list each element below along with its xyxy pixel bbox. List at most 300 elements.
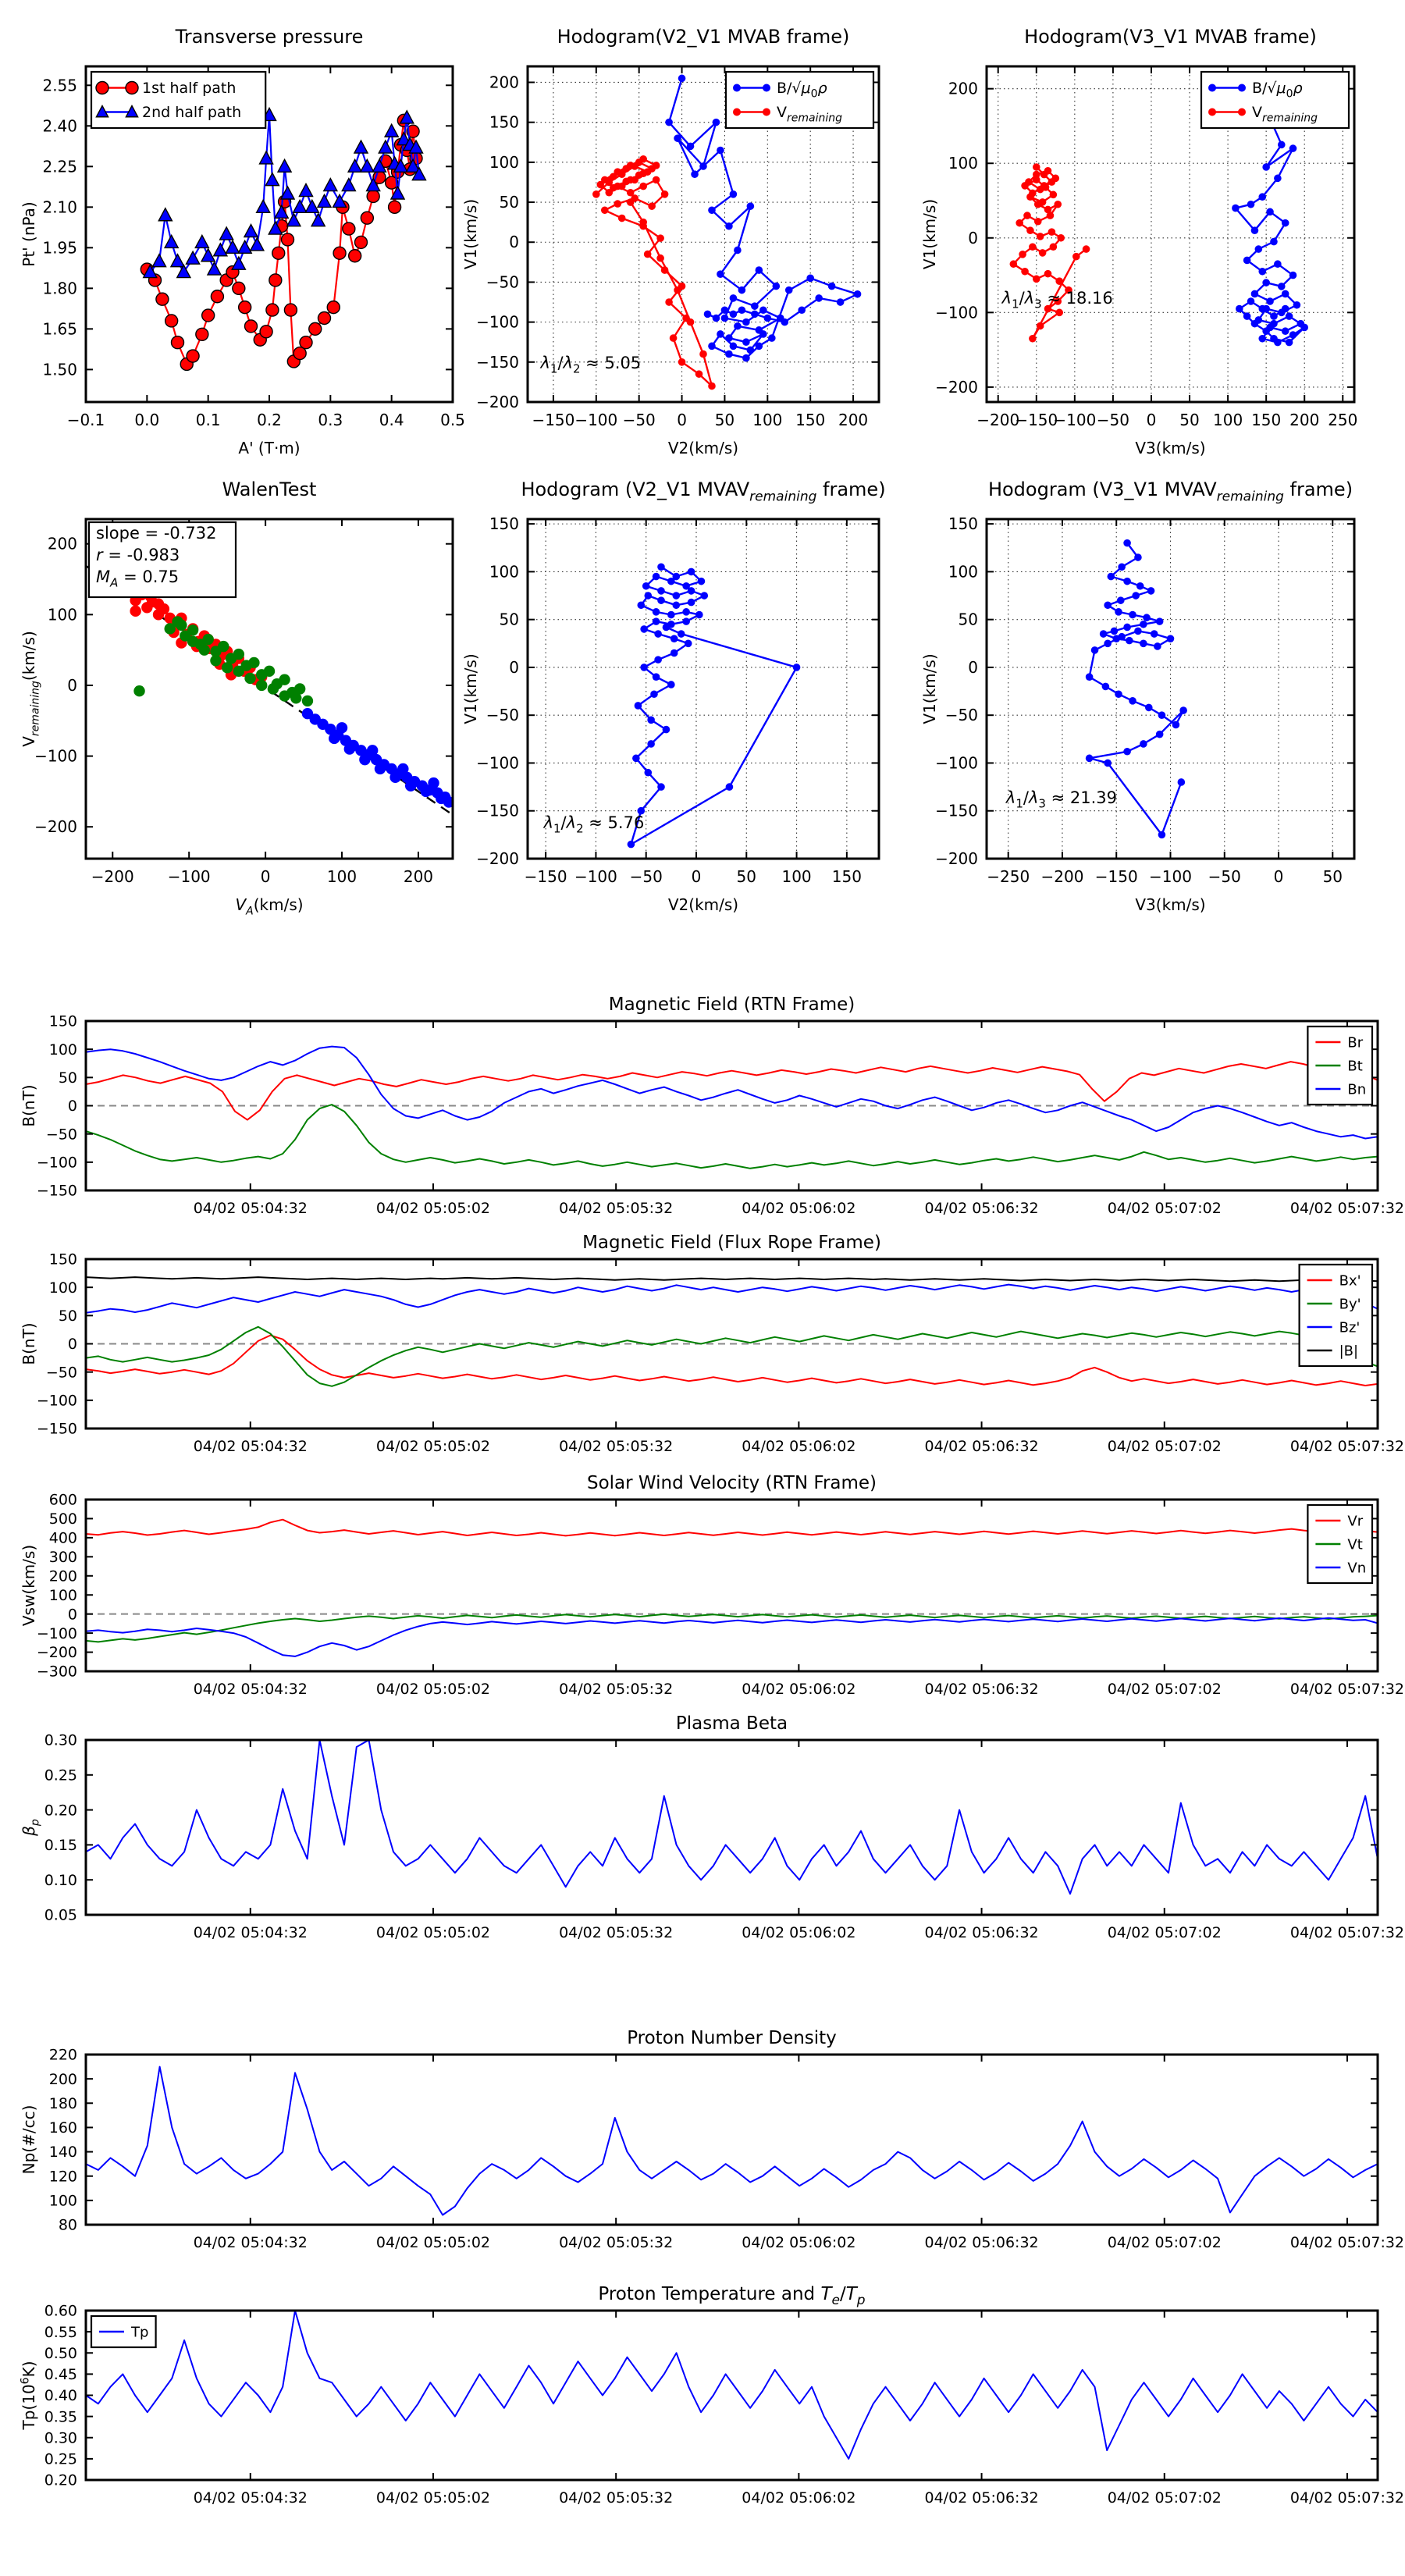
marker-triangle	[201, 249, 215, 262]
chart-p1	[16, 12, 468, 468]
x-axis-label: $V_A(km/s)$	[235, 895, 304, 918]
marker-dot	[1033, 176, 1040, 183]
marker-dot	[663, 726, 670, 734]
annotation: $\lambda_1/\lambda_2 \approx 5.76$	[543, 813, 645, 836]
series-Br	[86, 1061, 1378, 1120]
y-tick-label: 80	[58, 2216, 77, 2234]
y-tick-label: 600	[48, 1491, 77, 1509]
series-group	[86, 1740, 1378, 1894]
legend-item-label: Bx'	[1339, 1272, 1361, 1290]
marker-dot	[1010, 260, 1018, 268]
legend-item-label: |B|	[1339, 1343, 1359, 1360]
marker-dot	[1050, 191, 1058, 199]
marker-dot	[756, 266, 763, 274]
x-tick-label: −150	[532, 411, 575, 429]
marker-dot	[725, 222, 733, 230]
x-tick-label: 04/02 05:07:32	[1289, 2489, 1405, 2507]
marker-dot	[656, 234, 664, 242]
marker-dot	[657, 596, 665, 604]
legend-item-label: Bz'	[1339, 1319, 1361, 1336]
marker-dot	[601, 176, 609, 184]
marker-dot	[688, 568, 695, 576]
x-tick-label: 04/02 05:04:32	[193, 1200, 308, 1217]
marker-dot	[738, 306, 746, 314]
series-Np	[86, 2067, 1378, 2215]
marker-triangle	[226, 240, 239, 253]
marker-dot	[688, 587, 695, 595]
marker-dot	[627, 176, 635, 184]
chart-pa	[16, 985, 1405, 1223]
marker-dot	[650, 690, 658, 698]
marker-dot	[1251, 226, 1259, 234]
chart-title: Hodogram (V2_V1 $MVAV_{remaining}$ frame)	[521, 479, 886, 505]
legend-item-label: Br	[1347, 1034, 1364, 1051]
marker-dot	[1282, 219, 1289, 227]
marker-dot	[405, 780, 416, 791]
marker-dot	[1255, 245, 1263, 253]
marker-dot	[742, 318, 750, 326]
marker-circle	[333, 247, 346, 259]
marker-dot	[1054, 201, 1062, 208]
y-tick-label: −50	[45, 1364, 77, 1382]
marker-dot	[635, 702, 642, 710]
x-tick-label: −50	[622, 411, 656, 429]
marker-dot	[1118, 633, 1126, 641]
marker-dot	[1029, 243, 1037, 251]
y-tick-label: 0	[509, 233, 519, 252]
marker-triangle	[265, 173, 279, 186]
y-tick-label: 2.10	[42, 197, 77, 217]
y-tick-label: 200	[489, 73, 519, 92]
marker-dot	[1115, 608, 1122, 616]
marker-dot	[695, 611, 703, 619]
y-tick-label: 1.65	[42, 319, 77, 339]
x-tick-label: −50	[1208, 867, 1241, 886]
marker-dot	[367, 745, 378, 756]
marker-dot	[763, 109, 770, 116]
marker-dot	[1258, 193, 1266, 201]
marker-dot	[1258, 305, 1266, 313]
y-tick-label: 140	[48, 2144, 77, 2161]
marker-triangle	[324, 179, 337, 191]
y-axis-label: B(nT)	[20, 1084, 38, 1127]
marker-dot	[614, 183, 621, 190]
marker-triangle	[293, 200, 307, 212]
x-tick-label: 100	[752, 411, 783, 429]
marker-dot	[329, 733, 340, 744]
marker-circle	[349, 250, 361, 262]
y-tick-label: 0.10	[44, 1871, 77, 1889]
annotation: $\lambda_1/\lambda_3 \approx 18.16$	[1001, 288, 1113, 311]
marker-dot	[685, 639, 692, 647]
y-tick-label: 150	[48, 1251, 77, 1268]
marker-dot	[1143, 614, 1151, 621]
marker-dot	[1158, 831, 1166, 839]
marker-dot	[742, 338, 750, 346]
marker-dot	[1021, 268, 1029, 276]
marker-dot	[359, 754, 370, 765]
marker-dot	[747, 202, 755, 210]
marker-dot	[279, 690, 290, 701]
marker-dot	[1238, 84, 1246, 92]
series-Tp	[86, 2311, 1378, 2459]
x-tick-label: 04/02 05:07:32	[1289, 1681, 1405, 1698]
marker-triangle	[195, 235, 208, 247]
marker-dot	[1104, 639, 1112, 647]
marker-dot	[653, 162, 660, 169]
marker-dot	[717, 147, 724, 155]
marker-dot	[854, 290, 862, 298]
y-tick-label: 400	[48, 1529, 77, 1547]
series-Vn	[86, 1618, 1378, 1656]
marker-dot	[1086, 755, 1094, 763]
x-tick-label: −200	[91, 867, 134, 886]
marker-dot	[1238, 109, 1246, 116]
y-tick-label: 0.25	[44, 1767, 77, 1784]
marker-dot	[665, 119, 673, 126]
marker-dot	[657, 563, 665, 571]
marker-dot	[678, 75, 686, 83]
marker-triangle	[379, 141, 392, 153]
y-tick-label: 0	[968, 228, 978, 247]
legend-item-label: 2nd half path	[142, 104, 242, 122]
legend-item-label: Vr	[1347, 1513, 1364, 1530]
marker-dot	[644, 592, 652, 600]
series-group	[140, 108, 425, 370]
x-tick-label: 04/02 05:06:02	[742, 1924, 856, 1941]
marker-dot	[1055, 309, 1063, 317]
series-group	[86, 2067, 1378, 2215]
y-tick-label: 100	[948, 562, 978, 582]
annotation: $\lambda_1/\lambda_2 \approx 5.05$	[540, 354, 642, 376]
y-tick-label: −50	[45, 1126, 77, 1144]
marker-dot	[665, 298, 673, 306]
x-axis-label: V2(km/s)	[667, 439, 739, 457]
marker-dot	[1134, 628, 1142, 635]
chart-p3	[920, 12, 1372, 468]
x-tick-label: 04/02 05:06:32	[924, 1681, 1039, 1698]
marker-dot	[248, 657, 259, 668]
marker-dot	[1282, 327, 1289, 335]
marker-dot	[1044, 270, 1052, 278]
marker-dot	[1123, 748, 1131, 756]
marker-circle	[211, 290, 223, 303]
x-tick-label: 04/02 05:06:02	[742, 1200, 856, 1217]
y-tick-label: 1.95	[42, 238, 77, 258]
x-tick-label: 0	[691, 867, 702, 886]
marker-circle	[300, 336, 312, 349]
y-axis-label: B(nT)	[20, 1322, 38, 1365]
y-tick-label: −100	[36, 1624, 77, 1642]
x-tick-label: 04/02 05:04:32	[193, 2234, 308, 2251]
annotation: $\lambda_1/\lambda_3 \approx 21.39$	[1005, 788, 1118, 811]
y-tick-label: −50	[944, 706, 978, 725]
x-tick-label: 04/02 05:07:32	[1289, 1200, 1405, 1217]
y-tick-label: −150	[36, 1420, 77, 1438]
x-tick-label: −200	[1040, 867, 1084, 886]
marker-dot	[1172, 721, 1180, 729]
y-tick-label: −200	[34, 817, 77, 837]
marker-triangle	[220, 227, 233, 240]
marker-dot	[627, 162, 635, 169]
marker-dot	[1286, 339, 1293, 347]
stats-box-line: slope = -0.732	[96, 524, 217, 543]
marker-dot	[1129, 697, 1136, 705]
marker-dot	[1083, 245, 1090, 253]
x-tick-label: 150	[1251, 411, 1282, 429]
marker-dot	[627, 198, 635, 206]
marker-dot	[682, 608, 690, 616]
marker-dot	[592, 190, 600, 198]
marker-dot	[721, 306, 729, 314]
series-group	[86, 1277, 1378, 1386]
x-tick-label: 04/02 05:05:32	[559, 1438, 674, 1455]
marker-dot	[667, 611, 675, 619]
marker-dot	[1167, 635, 1175, 642]
x-tick-label: 04/02 05:06:32	[924, 1438, 1039, 1455]
x-tick-label: −100	[574, 411, 618, 429]
marker-triangle	[187, 251, 200, 264]
marker-dot	[618, 215, 626, 222]
x-tick-label: 100	[1213, 411, 1243, 429]
series-V remaining	[596, 159, 712, 386]
marker-dot	[691, 170, 699, 178]
legend-item-label: Bt	[1347, 1058, 1363, 1075]
y-tick-label: 100	[48, 1041, 77, 1059]
marker-dot	[601, 206, 609, 214]
x-axis-label: V2(km/s)	[667, 895, 739, 914]
series-group	[86, 1047, 1378, 1169]
chart-pf	[16, 2270, 1405, 2521]
x-tick-label: 0.3	[318, 411, 343, 429]
marker-triangle	[158, 208, 172, 221]
marker-dot	[756, 343, 763, 350]
y-tick-label: 1.50	[42, 360, 77, 379]
y-tick-label: 50	[958, 610, 978, 629]
x-tick-label: 04/02 05:05:02	[375, 2489, 491, 2507]
x-tick-label: −50	[629, 867, 663, 886]
marker-triangle	[152, 254, 165, 267]
y-tick-label: −200	[476, 849, 519, 868]
marker-dot	[1016, 219, 1023, 227]
stats-box-line: $M_A = 0.75$	[96, 568, 180, 590]
x-tick-label: 50	[1322, 867, 1343, 886]
y-tick-label: 0.45	[44, 2366, 77, 2384]
y-tick-label: 0.55	[44, 2323, 77, 2341]
marker-dot	[639, 219, 647, 226]
marker-dot	[1147, 587, 1155, 595]
x-tick-label: −150	[1094, 867, 1138, 886]
x-tick-label: 04/02 05:05:02	[375, 2234, 491, 2251]
marker-dot	[738, 286, 746, 294]
marker-dot	[1151, 630, 1158, 638]
marker-dot	[1019, 251, 1026, 258]
marker-dot	[1091, 646, 1099, 654]
marker-circle	[309, 322, 322, 335]
marker-circle	[202, 309, 215, 322]
marker-dot	[1072, 253, 1080, 261]
marker-dot	[768, 334, 776, 342]
x-tick-label: −200	[976, 411, 1020, 429]
marker-triangle	[354, 141, 368, 153]
marker-circle	[318, 312, 331, 325]
chart-title: Magnetic Field (RTN Frame)	[608, 994, 855, 1015]
marker-circle	[260, 326, 272, 338]
y-tick-label: 0.20	[44, 2471, 77, 2489]
marker-dot	[725, 350, 733, 358]
y-tick-label: 200	[47, 534, 77, 553]
marker-circle	[187, 350, 199, 362]
marker-circle	[245, 320, 258, 333]
y-tick-label: 0	[509, 657, 519, 677]
y-tick-label: −100	[935, 303, 978, 322]
marker-dot	[1243, 312, 1251, 320]
x-tick-label: 150	[831, 867, 862, 886]
marker-dot	[397, 763, 408, 774]
marker-triangle	[287, 214, 301, 226]
chart-p6	[920, 464, 1372, 927]
marker-dot	[1270, 335, 1278, 343]
y-tick-label: 0.35	[44, 2408, 77, 2426]
legend-item-label: By'	[1339, 1296, 1361, 1313]
y-tick-label: 0.30	[44, 1731, 77, 1749]
marker-dot	[1055, 277, 1063, 285]
marker-dot	[130, 606, 140, 617]
marker-dot	[730, 311, 738, 318]
marker-dot	[1300, 324, 1308, 332]
marker-dot	[133, 685, 144, 696]
series-|B|	[86, 1277, 1378, 1282]
y-tick-label: −200	[476, 393, 519, 411]
series-Bt	[86, 1105, 1378, 1169]
marker-dot	[256, 680, 267, 691]
chart-title: Plasma Beta	[675, 1713, 788, 1734]
marker-dot	[772, 283, 780, 290]
x-tick-label: 04/02 05:06:32	[924, 1200, 1039, 1217]
marker-dot	[632, 755, 640, 763]
chart-pd	[16, 1704, 1405, 1948]
x-tick-label: 0	[1146, 411, 1157, 429]
marker-circle	[156, 293, 169, 305]
x-tick-label: 04/02 05:05:32	[559, 1681, 674, 1698]
x-axis-label: A' (T·m)	[238, 439, 301, 457]
marker-dot	[670, 649, 678, 657]
chart-title: Hodogram (V3_V1 $MVAV_{remaining}$ frame)	[987, 479, 1353, 505]
marker-triangle	[305, 200, 318, 212]
y-tick-label: 150	[489, 514, 519, 534]
x-axis-label: V3(km/s)	[1135, 439, 1206, 457]
marker-dot	[268, 683, 279, 694]
x-tick-label: 04/02 05:06:32	[924, 1924, 1039, 1941]
y-tick-label: 500	[48, 1510, 77, 1528]
marker-dot	[695, 370, 703, 378]
marker-dot	[717, 330, 724, 338]
marker-dot	[1115, 690, 1122, 698]
marker-dot	[244, 673, 255, 684]
marker-circle	[355, 236, 368, 248]
series-By'	[86, 1327, 1378, 1386]
x-tick-label: 0.5	[440, 411, 465, 429]
marker-dot	[678, 358, 686, 366]
marker-dot	[153, 599, 164, 610]
marker-dot	[1251, 320, 1259, 328]
y-tick-label: −150	[476, 352, 519, 372]
y-tick-label: 100	[948, 154, 978, 173]
marker-dot	[1037, 322, 1044, 330]
legend-item-label: $B/√\mu_0\rho$	[1252, 80, 1303, 101]
marker-dot	[1048, 228, 1056, 236]
marker-dot	[642, 582, 650, 590]
x-tick-label: −250	[987, 867, 1030, 886]
series-group	[86, 1520, 1378, 1656]
x-tick-label: 04/02 05:06:02	[742, 2489, 856, 2507]
marker-dot	[1034, 218, 1042, 226]
y-tick-label: 2.55	[42, 76, 77, 95]
x-tick-label: 0.4	[379, 411, 404, 429]
marker-dot	[428, 777, 439, 788]
marker-dot	[639, 155, 647, 163]
marker-circle	[367, 190, 379, 202]
marker-dot	[637, 601, 645, 609]
y-tick-label: −200	[36, 1644, 77, 1662]
y-tick-label: 50	[58, 1307, 77, 1325]
marker-dot	[1033, 276, 1040, 283]
marker-dot	[751, 302, 759, 310]
marker-circle	[327, 301, 340, 314]
series-Bz'	[86, 1285, 1378, 1313]
marker-circle	[172, 336, 184, 349]
legend-item-label: Vn	[1347, 1560, 1367, 1577]
marker-dot	[653, 617, 660, 625]
marker-dot	[1262, 327, 1270, 335]
y-tick-label: 0.20	[44, 1802, 77, 1820]
marker-circle	[239, 301, 251, 314]
marker-dot	[1050, 243, 1058, 251]
marker-dot	[1156, 731, 1164, 738]
marker-dot	[798, 306, 806, 314]
y-tick-label: −100	[34, 746, 77, 766]
y-axis-label: V1(km/s)	[461, 198, 480, 270]
y-tick-label: −150	[935, 801, 978, 820]
marker-dot	[1145, 704, 1153, 712]
y-tick-label: 0.25	[44, 2450, 77, 2468]
y-axis-label: Np(#/cc)	[20, 2105, 38, 2175]
x-tick-label: 04/02 05:05:02	[375, 1200, 491, 1217]
marker-dot	[670, 334, 678, 342]
legend-item-label: 1st half path	[142, 80, 237, 98]
y-tick-label: 100	[489, 562, 519, 582]
legend-item-label: $V_{remaining}$	[1252, 104, 1318, 125]
chart-p2	[461, 12, 898, 468]
marker-circle	[389, 201, 401, 213]
marker-dot	[1278, 141, 1286, 149]
marker-dot	[828, 283, 836, 290]
marker-dot	[336, 722, 347, 733]
marker-dot	[1047, 212, 1055, 219]
marker-dot	[1042, 183, 1050, 191]
x-tick-label: 100	[326, 867, 357, 886]
marker-dot	[1134, 553, 1142, 561]
marker-dot	[667, 578, 675, 585]
marker-dot	[726, 783, 734, 791]
stats-box-line: r = -0.983	[96, 546, 180, 564]
chart-pc	[16, 1464, 1405, 1704]
x-tick-label: 04/02 05:05:32	[559, 2234, 674, 2251]
marker-dot	[640, 664, 648, 671]
marker-dot	[233, 649, 244, 660]
marker-dot	[764, 315, 772, 322]
marker-triangle	[278, 159, 291, 172]
